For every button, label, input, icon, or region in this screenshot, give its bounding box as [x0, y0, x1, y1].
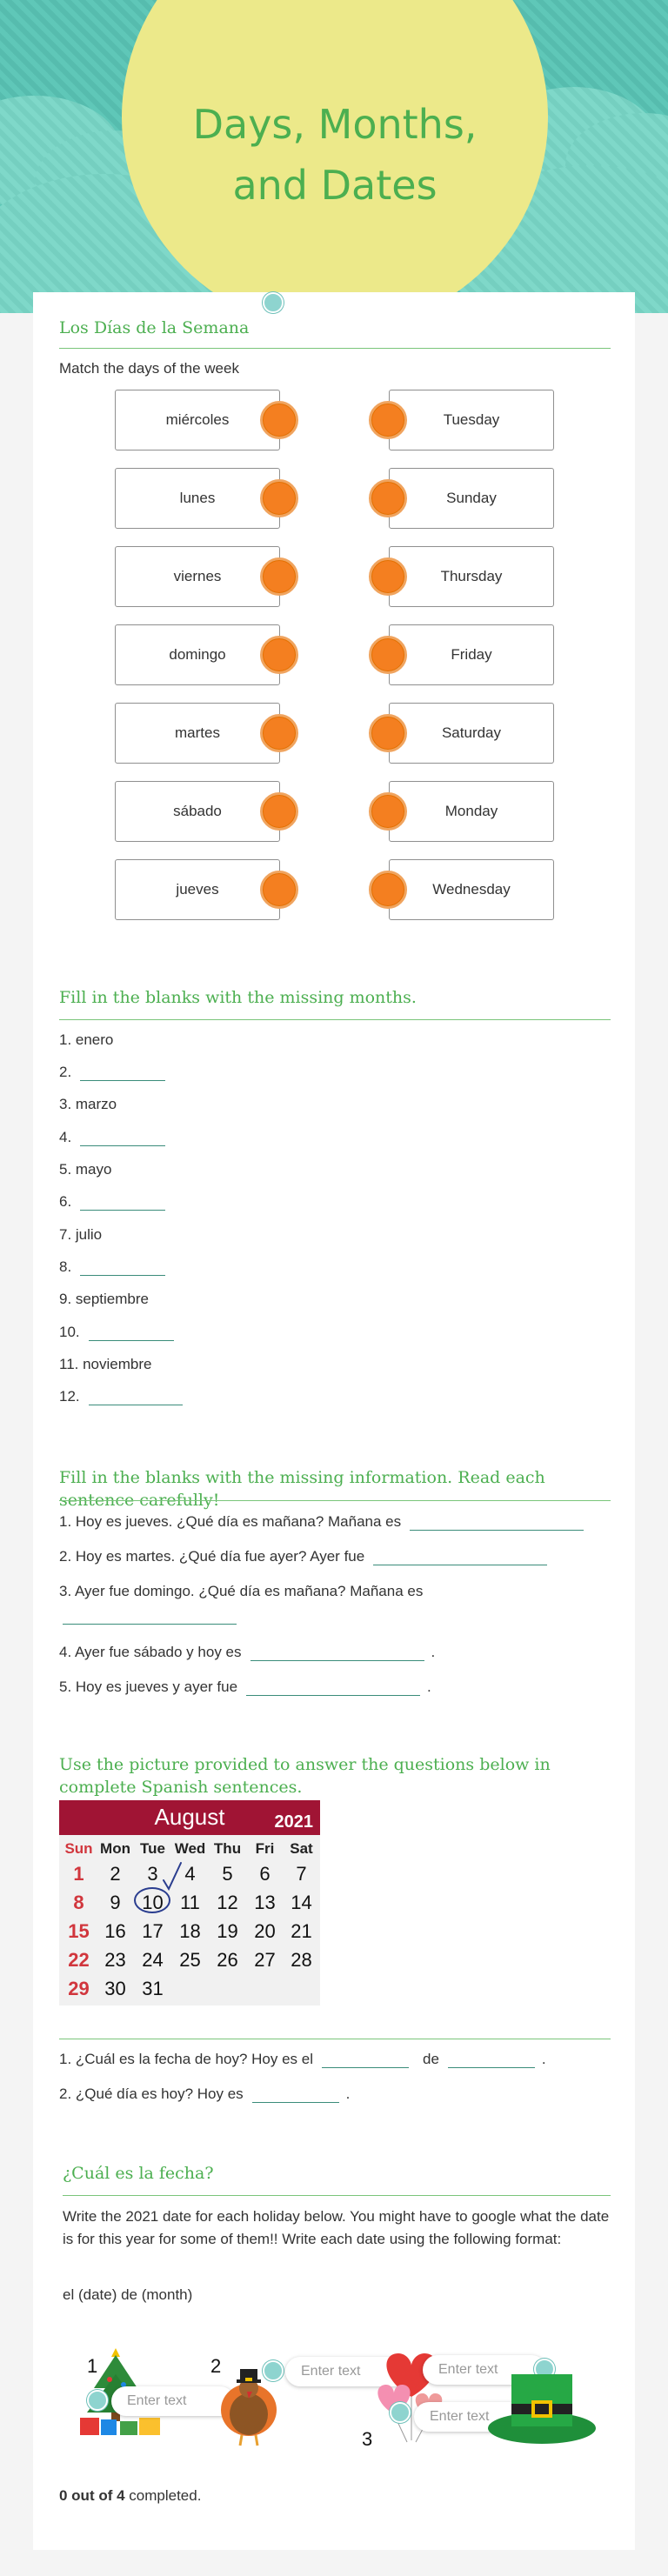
match-connector-dot[interactable] — [369, 636, 407, 674]
match-box-left[interactable] — [115, 624, 280, 685]
section-title-holidays: ¿Cuál es la fecha? — [63, 2164, 214, 2183]
section-title-days: Los Días de la Semana — [59, 318, 250, 337]
answer-blank-input[interactable] — [322, 2052, 409, 2068]
calendar-dow: Sun — [64, 1840, 93, 1857]
calendar-day: 7 — [296, 1863, 307, 1885]
month-item: 3. marzo — [59, 1096, 117, 1112]
answer-blank-input[interactable] — [448, 2052, 535, 2068]
calendar-day: 30 — [104, 1978, 126, 1999]
match-box-left[interactable] — [115, 468, 280, 529]
month-item: 7. julio — [59, 1226, 103, 1243]
leprechaun-hat-icon — [485, 2360, 598, 2447]
holiday-text-input[interactable]: Enter text — [285, 2357, 409, 2386]
section-divider — [59, 1019, 611, 1020]
calendar-day: 31 — [142, 1978, 164, 1999]
check-mark-icon — [162, 1861, 184, 1892]
match-label: miércoles — [165, 411, 230, 428]
question-line: 5. Hoy es jueves y ayer fue . — [59, 1678, 431, 1695]
calendar-year: 2021 — [274, 1812, 313, 1832]
match-label: Thursday — [440, 568, 503, 584]
calendar-day: 21 — [291, 1920, 312, 1942]
calendar-dow: Wed — [174, 1840, 206, 1857]
match-box-right[interactable] — [389, 390, 554, 450]
section-divider — [63, 2195, 611, 2196]
answer-blank-input[interactable] — [246, 1680, 420, 1696]
holiday-format: el (date) de (month) — [63, 2286, 193, 2303]
calendar-day: 28 — [291, 1949, 312, 1971]
calendar-day-today: 10 — [142, 1892, 164, 1913]
calendar-day: 11 — [180, 1892, 200, 1913]
textbox-handle[interactable] — [87, 2390, 108, 2411]
month-item: 2. — [59, 1064, 165, 1081]
answer-blank-input[interactable] — [250, 1645, 424, 1661]
calendar-image — [59, 1800, 320, 2005]
match-connector-dot[interactable] — [260, 479, 298, 517]
calendar-dow: Mon — [100, 1840, 130, 1857]
worksheet-card — [33, 292, 635, 2550]
match-box-left[interactable] — [115, 859, 280, 920]
section-title-info: Fill in the blanks with the missing information. Read each sentence carefully! — [59, 1468, 545, 1510]
match-label: Wednesday — [432, 881, 511, 898]
match-connector-dot[interactable] — [260, 714, 298, 752]
calendar-day: 20 — [254, 1920, 276, 1942]
match-instruction: Match the days of the week — [59, 360, 239, 377]
match-connector-dot[interactable] — [369, 792, 407, 831]
calendar-day: 24 — [142, 1949, 164, 1971]
month-blank-input[interactable] — [80, 1260, 165, 1276]
month-item: 6. — [59, 1193, 165, 1211]
calendar-dow: Fri — [255, 1840, 275, 1857]
match-label: jueves — [176, 881, 219, 898]
calendar-dow: Sat — [290, 1840, 313, 1857]
match-box-left[interactable] — [115, 546, 280, 607]
section-title-months: Fill in the blanks with the missing months. — [59, 988, 417, 1007]
calendar-dow: Thu — [213, 1840, 242, 1857]
holiday-number: 1 — [87, 2355, 98, 2377]
month-item: 1. enero — [59, 1031, 114, 1048]
completion-status — [59, 2487, 201, 2505]
calendar-day: 25 — [179, 1949, 201, 1971]
match-connector-dot[interactable] — [369, 557, 407, 596]
answer-blank-input[interactable] — [252, 2087, 339, 2103]
match-box-right[interactable] — [389, 703, 554, 764]
calendar-day: 2 — [110, 1863, 121, 1885]
month-item: 10. — [59, 1324, 174, 1341]
match-box-left[interactable] — [115, 703, 280, 764]
month-item: 9. septiembre — [59, 1291, 149, 1307]
match-label: Friday — [451, 646, 492, 663]
match-label: Saturday — [441, 724, 502, 741]
completion-suffix: completed. — [124, 2487, 202, 2504]
question-line: 1. Hoy es jueves. ¿Qué día es mañana? Mañana es — [59, 1513, 584, 1531]
month-blank-input[interactable] — [80, 1065, 165, 1081]
calendar-day: 14 — [291, 1892, 312, 1913]
match-connector-dot[interactable] — [260, 792, 298, 831]
month-item: 8. — [59, 1258, 165, 1276]
holiday-instructions: Write the 2021 date for each holiday below. You might have to google what the date is for this year for some of them!! Write each date using the following format: — [63, 2208, 610, 2247]
match-box-right[interactable] — [389, 546, 554, 607]
calendar-day: 13 — [254, 1892, 276, 1913]
holiday-text-input[interactable]: Enter text — [111, 2386, 235, 2416]
match-connector-dot[interactable] — [369, 714, 407, 752]
calendar-dow: Tue — [140, 1840, 165, 1857]
calendar-day: 17 — [142, 1920, 164, 1942]
match-box-right[interactable] — [389, 781, 554, 842]
calendar-day: 4 — [184, 1863, 196, 1885]
month-blank-input[interactable] — [80, 1131, 165, 1146]
section-divider — [59, 1500, 611, 1501]
match-connector-dot[interactable] — [369, 479, 407, 517]
match-box-left[interactable] — [115, 781, 280, 842]
match-connector-dot[interactable] — [260, 401, 298, 439]
match-label: Sunday — [446, 490, 497, 506]
match-label: domingo — [169, 646, 226, 663]
question-line: 4. Ayer fue sábado y hoy es . — [59, 1644, 436, 1660]
match-connector-dot[interactable] — [369, 401, 407, 439]
calendar-day: 12 — [217, 1892, 238, 1913]
calendar-day: 29 — [68, 1978, 90, 1999]
calendar-day: 18 — [179, 1920, 201, 1942]
calendar-day: 15 — [68, 1920, 90, 1942]
holiday-text-input[interactable]: Enter text — [414, 2402, 538, 2432]
question-line: 3. Ayer fue domingo. ¿Qué día es mañana? Mañana es — [59, 1583, 424, 1599]
textbox-handle[interactable] — [263, 2360, 284, 2381]
page-title: Days, Months, and Dates — [192, 101, 478, 209]
match-label: sábado — [173, 803, 222, 819]
match-connector-dot[interactable] — [260, 871, 298, 909]
answer-blank-input[interactable] — [410, 1515, 584, 1531]
match-connector-dot[interactable] — [260, 557, 298, 596]
calendar-day: 27 — [254, 1949, 276, 1971]
calendar-day: 16 — [104, 1920, 126, 1942]
month-item: 4. — [59, 1129, 165, 1146]
match-box-right[interactable] — [389, 859, 554, 920]
match-box-left[interactable] — [115, 390, 280, 450]
question-line: 1. ¿Cuál es la fecha de hoy? Hoy es el de . — [59, 2051, 546, 2067]
calendar-day: 22 — [68, 1949, 90, 1971]
match-box-right[interactable] — [389, 624, 554, 685]
month-item: 11. noviembre — [59, 1356, 152, 1372]
section-title-picture: Use the picture provided to answer the questions below in complete Spanish sentences. — [59, 1755, 551, 1797]
question-line: 2. Hoy es martes. ¿Qué día fue ayer? Ayer fue — [59, 1548, 547, 1565]
match-label: martes — [175, 724, 220, 741]
holiday-number: 3 — [362, 2428, 373, 2450]
calendar-day: 5 — [222, 1863, 233, 1885]
textbox-handle[interactable] — [263, 292, 284, 313]
answer-blank-input[interactable] — [373, 1550, 547, 1565]
match-box-right[interactable] — [389, 468, 554, 529]
completion-count: 0 out of 4 — [59, 2487, 125, 2504]
match-label: lunes — [179, 490, 216, 506]
match-label: Tuesday — [443, 411, 500, 428]
month-item: 5. mayo — [59, 1161, 112, 1178]
match-label: viernes — [173, 568, 222, 584]
calendar-day: 19 — [217, 1920, 238, 1942]
match-connector-dot[interactable] — [369, 871, 407, 909]
calendar-day: 9 — [110, 1892, 121, 1913]
calendar-month: August — [154, 1804, 225, 1830]
calendar-day: 23 — [104, 1949, 126, 1971]
page-header — [0, 0, 668, 313]
match-label: Monday — [444, 803, 498, 819]
month-blank-input[interactable] — [89, 1325, 174, 1341]
month-blank-input[interactable] — [80, 1195, 165, 1211]
textbox-handle[interactable] — [390, 2402, 411, 2423]
holiday-text-input[interactable]: Enter text — [423, 2355, 546, 2385]
calendar-day: 6 — [259, 1863, 271, 1885]
section-divider — [59, 348, 611, 349]
month-item: 12. — [59, 1388, 183, 1405]
calendar-day: 26 — [217, 1949, 238, 1971]
calendar-day: 8 — [73, 1892, 84, 1913]
question-line: 2. ¿Qué día es hoy? Hoy es . — [59, 2085, 351, 2102]
answer-blank-input[interactable] — [63, 1609, 237, 1625]
holiday-number: 2 — [210, 2355, 222, 2377]
calendar-day: 1 — [73, 1863, 84, 1885]
calendar-day: 3 — [147, 1863, 158, 1885]
month-blank-input[interactable] — [89, 1390, 183, 1405]
match-connector-dot[interactable] — [260, 636, 298, 674]
calendar-header — [59, 1800, 320, 1835]
question-line — [59, 1607, 237, 1625]
